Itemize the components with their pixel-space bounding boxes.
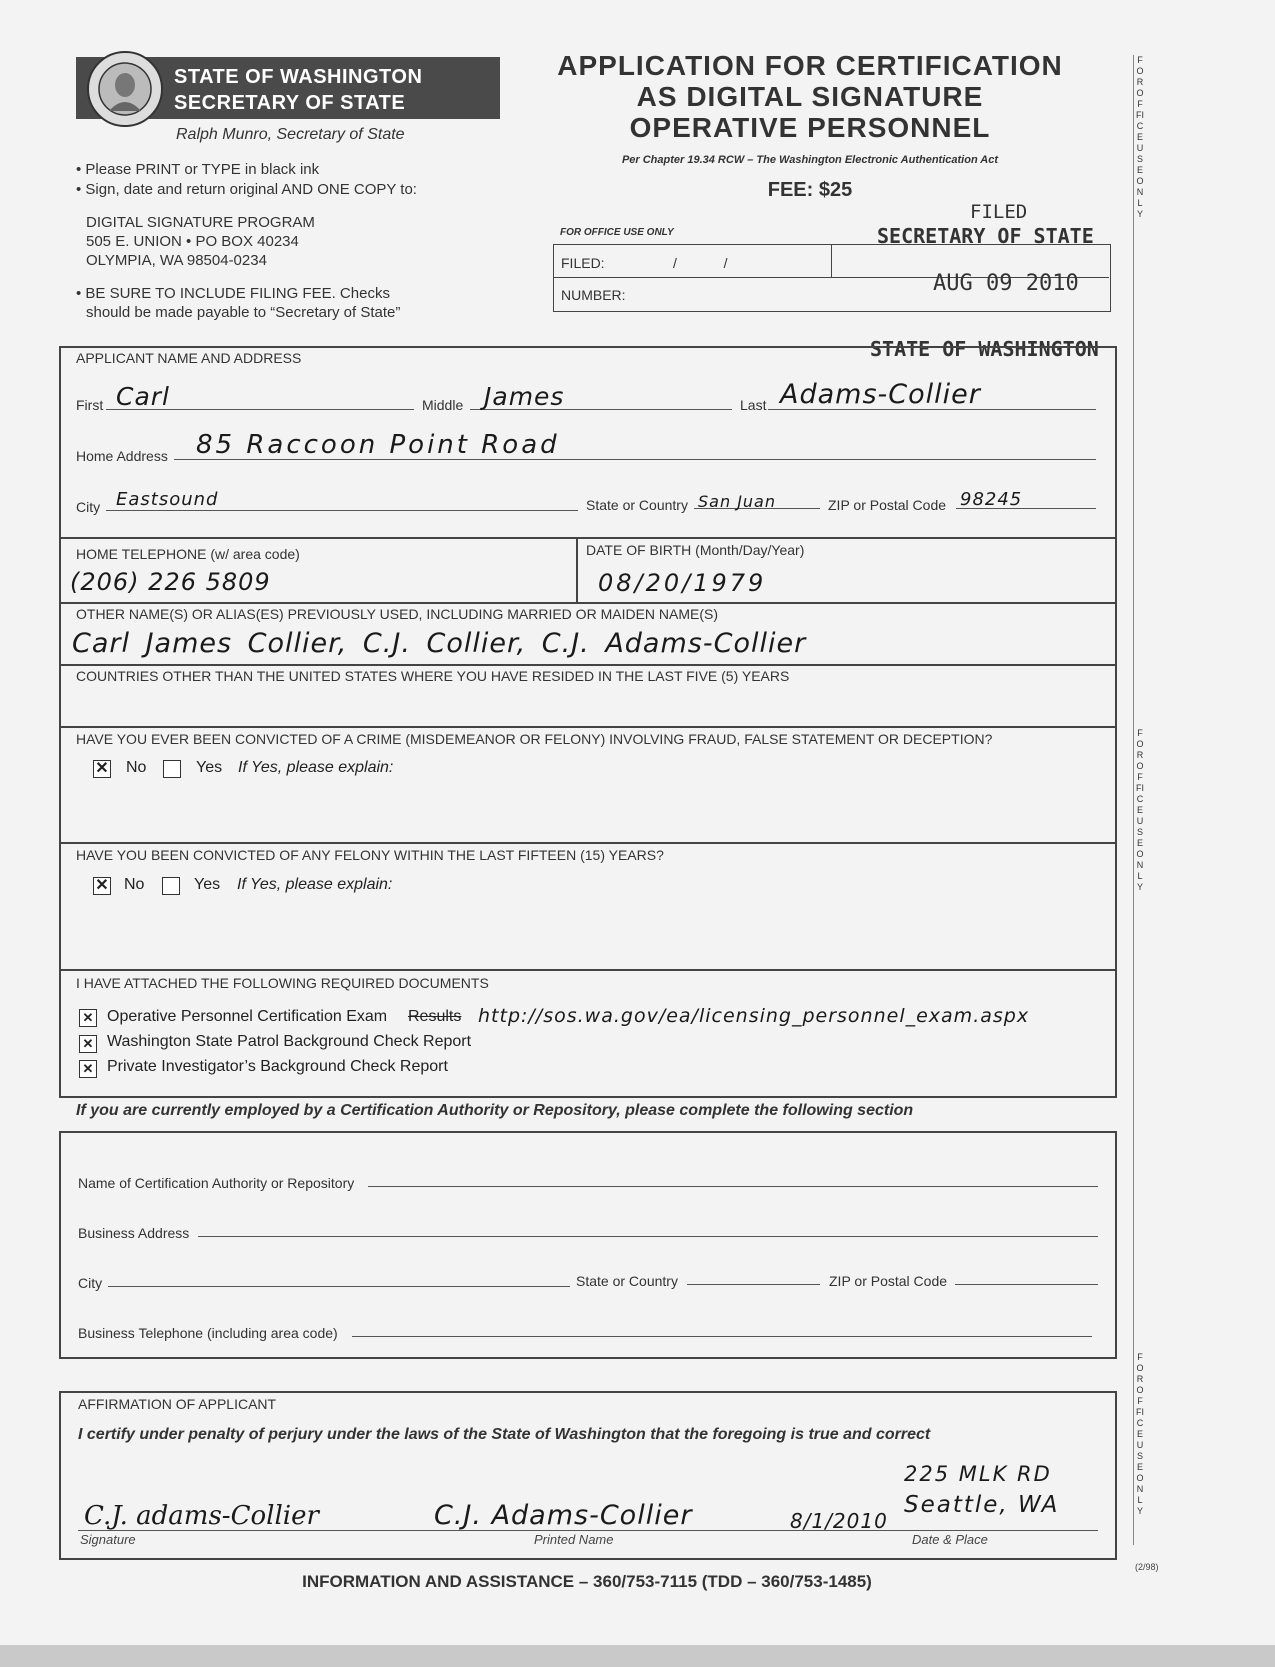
home-address-value: 85 Raccoon Point Road — [196, 430, 560, 460]
crime-no-checkbox[interactable]: ✕ — [93, 760, 111, 778]
affirmation-statement: I certify under penalty of perjury under the laws of the State of Washington that the foregoing is true and correct — [78, 1426, 931, 1443]
form-title — [520, 50, 1100, 143]
stamp-filed: FILED — [970, 201, 1028, 223]
crime-question: HAVE YOU EVER BEEN CONVICTED OF A CRIME (MISDEMEANOR OR FELONY) INVOLVING FRAUD, FALSE STATEMENT OR DECEPTION? — [76, 731, 993, 747]
first-name-label: First — [76, 397, 104, 413]
side-office-use-middle: FOROFFICEUSEONLY — [1136, 728, 1144, 892]
address-line-3: OLYMPIA, WA 98504-0234 — [86, 252, 267, 269]
mailing-address — [86, 213, 315, 270]
patrol-checkbox[interactable]: ✕ — [79, 1035, 97, 1053]
signature-mark: C.J. adams-Collier — [84, 1501, 319, 1531]
city-label: City — [76, 499, 101, 515]
business-address-label: Business Address — [78, 1225, 190, 1241]
employment-instruction: If you are currently employed by a Certification Authority or Repository, please complete the following section — [76, 1102, 914, 1119]
investigator-label: Private Investigator’s Background Check Report — [107, 1058, 448, 1075]
number-label: NUMBER: — [561, 287, 626, 303]
felony-no-checkbox[interactable]: ✕ — [93, 877, 111, 895]
sign-date-value: 8/1/2010 — [790, 1509, 888, 1533]
last-name-value: Adams-Collier — [780, 379, 981, 410]
stamp-secretary: SECRETARY OF STATE — [877, 224, 1094, 248]
agency-state: STATE OF WASHINGTON — [174, 66, 423, 88]
fee-instruction: • BE SURE TO INCLUDE FILING FEE. Checks should be made payable to “Secretary of State” — [76, 285, 401, 321]
exam-struck-word: Results — [408, 1008, 462, 1025]
state-country-value: San Juan — [698, 492, 776, 511]
crime-yes-checkbox[interactable] — [163, 760, 181, 778]
last-name-label: Last — [740, 397, 767, 413]
title-line-2: AS DIGITAL SIGNATURE — [636, 81, 984, 112]
address-line-2: 505 E. UNION • PO BOX 40234 — [86, 233, 299, 250]
state-country-label: State or Country — [586, 497, 688, 513]
printed-name-caption: Printed Name — [534, 1532, 614, 1547]
form-revision: (2/98) — [1135, 1562, 1159, 1572]
filed-label: FILED: — [561, 255, 605, 271]
footer-assistance: INFORMATION AND ASSISTANCE – 360/753-7115 (TDD – 360/753-1485) — [302, 1572, 872, 1591]
exam-url-value: http://sos.wa.gov/ea/licensing_personnel_exam.aspx — [478, 1005, 1030, 1027]
address-line-1: DIGITAL SIGNATURE PROGRAM — [86, 214, 315, 231]
title-line-3: OPERATIVE PERSONNEL — [629, 112, 991, 143]
date-place-caption: Date & Place — [912, 1532, 988, 1547]
filed-date-slashes: / / — [673, 255, 728, 271]
instruction-sign: • Sign, date and return original AND ONE COPY to: — [76, 181, 417, 198]
felony-yes-checkbox[interactable] — [162, 877, 180, 895]
office-use-label: FOR OFFICE USE ONLY — [560, 227, 674, 238]
agency-office: SECRETARY OF STATE — [174, 92, 406, 114]
exam-label: Operative Personnel Certification Exam — [107, 1008, 388, 1025]
felony-no-label: No — [124, 876, 145, 893]
aliases-value: Carl James Collier, C.J. Collier, C.J. Adams-Collier — [72, 628, 807, 659]
business-zip-label: ZIP or Postal Code — [829, 1273, 948, 1289]
secretary-name: Ralph Munro, Secretary of State — [176, 126, 405, 143]
telephone-value: (206) 226 5809 — [70, 568, 271, 596]
crime-explain-label: If Yes, please explain: — [238, 759, 394, 776]
investigator-checkbox[interactable]: ✕ — [79, 1060, 97, 1078]
signature-caption: Signature — [80, 1532, 136, 1547]
side-office-use-top: FOROFFICEUSEONLY — [1136, 55, 1144, 219]
printed-name-value: C.J. Adams-Collier — [434, 1500, 693, 1531]
exam-checkbox[interactable]: ✕ — [79, 1009, 97, 1027]
zip-label: ZIP or Postal Code — [828, 497, 947, 513]
title-line-1: APPLICATION FOR CERTIFICATION — [557, 50, 1063, 81]
agency-name — [174, 64, 499, 116]
sign-place-line-1: 225 MLK RD — [904, 1462, 1052, 1486]
business-phone-label: Business Telephone (including area code) — [78, 1325, 338, 1341]
business-city-label: City — [78, 1275, 103, 1291]
dob-value: 08/20/1979 — [598, 569, 767, 597]
ca-name-label: Name of Certification Authority or Repository — [78, 1175, 355, 1191]
crime-no-label: No — [126, 759, 147, 776]
state-seal-icon — [85, 49, 165, 129]
home-address-label: Home Address — [76, 448, 168, 464]
middle-name-label: Middle — [422, 397, 464, 413]
aliases-label: OTHER NAME(S) OR ALIAS(ES) PREVIOUSLY USED, INCLUDING MARRIED OR MAIDEN NAME(S) — [76, 606, 719, 622]
middle-name-value: James — [484, 382, 565, 411]
dob-label: DATE OF BIRTH (Month/Day/Year) — [586, 542, 805, 558]
documents-heading: I HAVE ATTACHED THE FOLLOWING REQUIRED DOCUMENTS — [76, 975, 489, 991]
felony-yes-label: Yes — [194, 876, 221, 893]
affirmation-heading: AFFIRMATION OF APPLICANT — [78, 1396, 277, 1412]
statute-reference: Per Chapter 19.34 RCW – The Washington Electronic Authentication Act — [621, 154, 999, 166]
stamp-state: STATE OF WASHINGTON — [870, 337, 1099, 361]
fee: FEE: $25 — [767, 179, 853, 201]
patrol-label: Washington State Patrol Background Check Report — [107, 1033, 472, 1050]
countries-label: COUNTRIES OTHER THAN THE UNITED STATES WHERE YOU HAVE RESIDED IN THE LAST FIVE (5) YEARS — [76, 668, 790, 684]
instruction-print: • Please PRINT or TYPE in black ink — [76, 161, 320, 178]
side-office-use-bottom: FOROFFICEUSEONLY — [1136, 1352, 1144, 1516]
felony-explain-label: If Yes, please explain: — [237, 876, 393, 893]
first-name-value: Carl — [116, 382, 170, 411]
zip-value: 98245 — [960, 489, 1023, 510]
sign-place-line-2: Seattle, WA — [904, 1492, 1060, 1518]
telephone-label: HOME TELEPHONE (w/ area code) — [76, 546, 300, 562]
business-state-label: State or Country — [576, 1273, 678, 1289]
city-value: Eastsound — [116, 489, 219, 510]
crime-yes-label: Yes — [196, 759, 223, 776]
stamp-date: AUG 09 2010 — [933, 271, 1079, 296]
applicant-heading: APPLICANT NAME AND ADDRESS — [76, 350, 302, 366]
felony-question: HAVE YOU BEEN CONVICTED OF ANY FELONY WITHIN THE LAST FIFTEEN (15) YEARS? — [76, 847, 664, 863]
